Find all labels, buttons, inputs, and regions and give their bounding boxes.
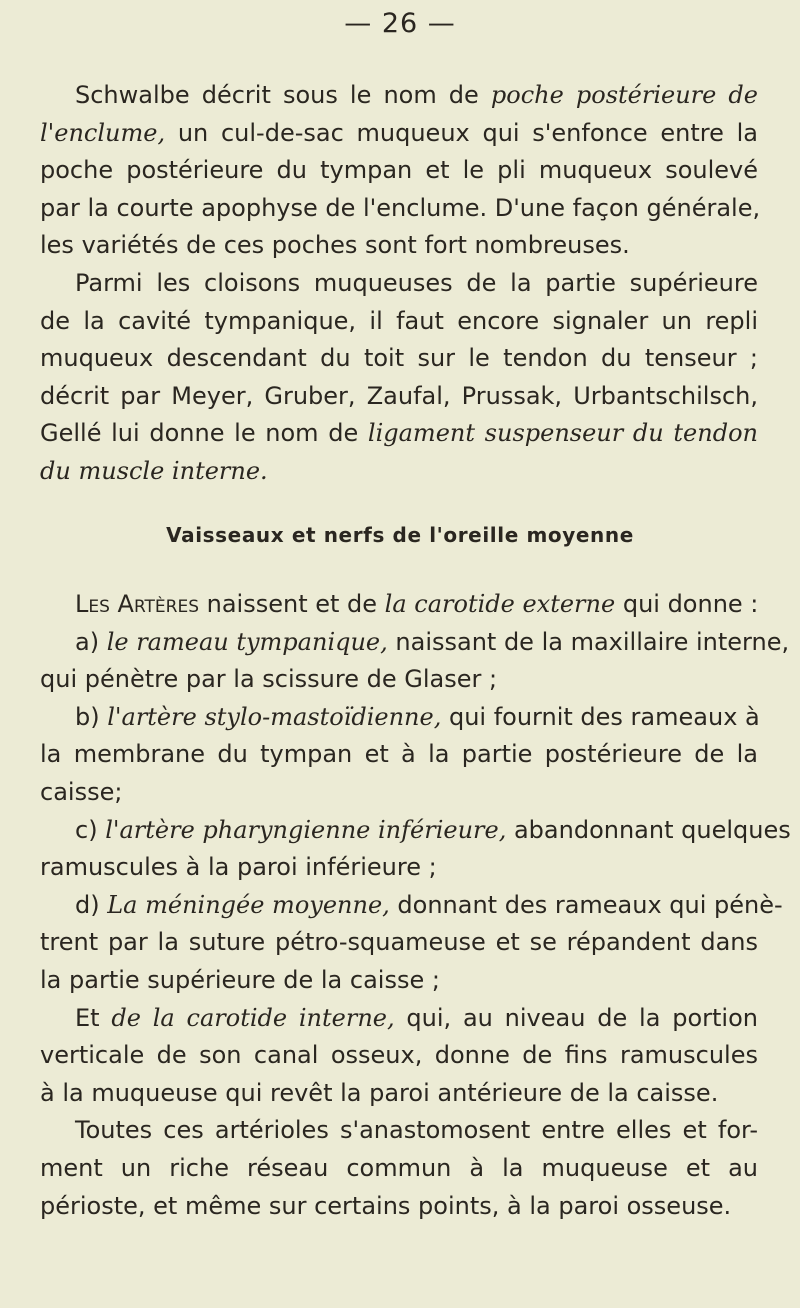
page-number: — 26 — bbox=[344, 8, 456, 39]
text-run: ramuscules à la paroi inférieure ; bbox=[40, 853, 437, 882]
text-run: Toutes ces artérioles s'anastomosent entre elles et for- bbox=[75, 1116, 758, 1145]
italic-run: le rameau tympanique, bbox=[106, 627, 388, 656]
text-line bbox=[40, 227, 758, 265]
text-run: Gellé lui donne le nom de bbox=[40, 419, 368, 448]
text-line bbox=[40, 453, 758, 491]
text-line bbox=[40, 303, 758, 341]
text-run: les variétés de ces poches sont fort nombreuses. bbox=[40, 231, 630, 260]
text-run: Schwalbe décrit sous le nom de bbox=[75, 81, 491, 109]
text-run: a) bbox=[75, 627, 107, 656]
text-run: qui donne : bbox=[615, 590, 759, 618]
text-run: ment un riche réseau commun à la muqueuse et au bbox=[40, 1153, 758, 1182]
text-run: par la courte apophyse de l'enclume. D'une façon générale, bbox=[40, 193, 761, 222]
text-line bbox=[40, 924, 758, 962]
paragraph-block-poche-posterieure bbox=[40, 77, 761, 491]
section-heading: Vaisseaux et nerfs de l'oreille moyenne bbox=[166, 523, 634, 547]
text-line bbox=[40, 152, 758, 190]
text-line bbox=[40, 887, 783, 925]
italic-run: La méningée moyenne, bbox=[107, 890, 390, 919]
text-line bbox=[40, 1075, 758, 1113]
text-run: qui fournit des rameaux à bbox=[441, 702, 760, 731]
text-run: la partie supérieure de la caisse ; bbox=[40, 965, 440, 994]
text-line bbox=[40, 1188, 758, 1226]
italic-run: l'artère stylo-mastoïdienne, bbox=[107, 702, 442, 731]
text-run: verticale de son canal osseux, donne de fins ramuscules bbox=[40, 1041, 758, 1070]
text-line bbox=[40, 736, 758, 774]
text-line bbox=[40, 962, 758, 1000]
text-line bbox=[40, 624, 790, 662]
italic-run: ligament suspenseur du tendon bbox=[367, 419, 758, 448]
text-run: caisse; bbox=[40, 777, 123, 806]
text-run: c) bbox=[75, 815, 106, 844]
text-line bbox=[40, 378, 758, 416]
text-run: périoste, et même sur certains points, à la paroi osseuse. bbox=[40, 1191, 732, 1220]
small-caps-run: Les Artères bbox=[75, 590, 199, 618]
text-line bbox=[40, 1150, 758, 1188]
text-run: Parmi les cloisons muqueuses de la partie supérieure bbox=[75, 268, 758, 297]
text-line bbox=[40, 774, 758, 812]
italic-run: la carotide externe bbox=[384, 590, 616, 618]
italic-run: poche postérieure de bbox=[490, 81, 758, 109]
text-run: à la muqueuse qui revêt la paroi antérieure de la caisse. bbox=[40, 1078, 719, 1107]
text-run: Et bbox=[75, 1003, 112, 1032]
italic-run: de la carotide interne, bbox=[111, 1003, 395, 1032]
text-line bbox=[40, 661, 758, 699]
text-run: la membrane du tympan et à la partie postérieure de la bbox=[40, 740, 758, 769]
text-line bbox=[40, 115, 758, 153]
text-run: trent par la suture pétro-squameuse et se répandent dans bbox=[40, 928, 758, 957]
text-line bbox=[40, 190, 761, 228]
italic-run: l'artère pharyngienne inférieure, bbox=[105, 815, 507, 844]
text-run: donnant des rameaux qui pénè- bbox=[389, 890, 783, 919]
text-line bbox=[40, 1112, 758, 1150]
text-run: d) bbox=[75, 890, 108, 919]
text-line bbox=[40, 849, 758, 887]
text-run: qui, au niveau de la portion bbox=[394, 1003, 758, 1032]
text-line bbox=[40, 415, 758, 453]
text-line bbox=[40, 1037, 758, 1075]
text-line bbox=[40, 265, 758, 303]
text-run: poche postérieure du tympan et le pli muqueux soulevé bbox=[40, 156, 758, 185]
text-run: un cul-de-sac muqueux qui s'enfonce entre la bbox=[165, 118, 758, 147]
text-line bbox=[40, 812, 791, 850]
text-line bbox=[40, 340, 758, 378]
text-run: abandonnant quelques bbox=[506, 815, 791, 844]
text-run: naissent et de bbox=[199, 590, 385, 618]
paragraph-block-arteres bbox=[40, 586, 791, 1225]
text-run: décrit par Meyer, Gruber, Zaufal, Prussak, Urbantschilsch, bbox=[40, 381, 758, 410]
text-run: muqueux descendant du toit sur le tendon du tenseur ; bbox=[40, 344, 758, 373]
text-line bbox=[40, 699, 758, 737]
text-line bbox=[40, 1000, 758, 1038]
italic-run: du muscle interne. bbox=[40, 456, 268, 485]
text-line bbox=[40, 586, 758, 624]
text-run: naissant de la maxillaire interne, bbox=[387, 627, 790, 656]
text-run: b) bbox=[75, 702, 108, 731]
text-run: qui pénètre par la scissure de Glaser ; bbox=[40, 665, 498, 694]
text-run: de la cavité tympanique, il faut encore signaler un repli bbox=[40, 306, 758, 335]
italic-run: l'enclume, bbox=[40, 118, 166, 147]
text-line bbox=[40, 77, 758, 115]
